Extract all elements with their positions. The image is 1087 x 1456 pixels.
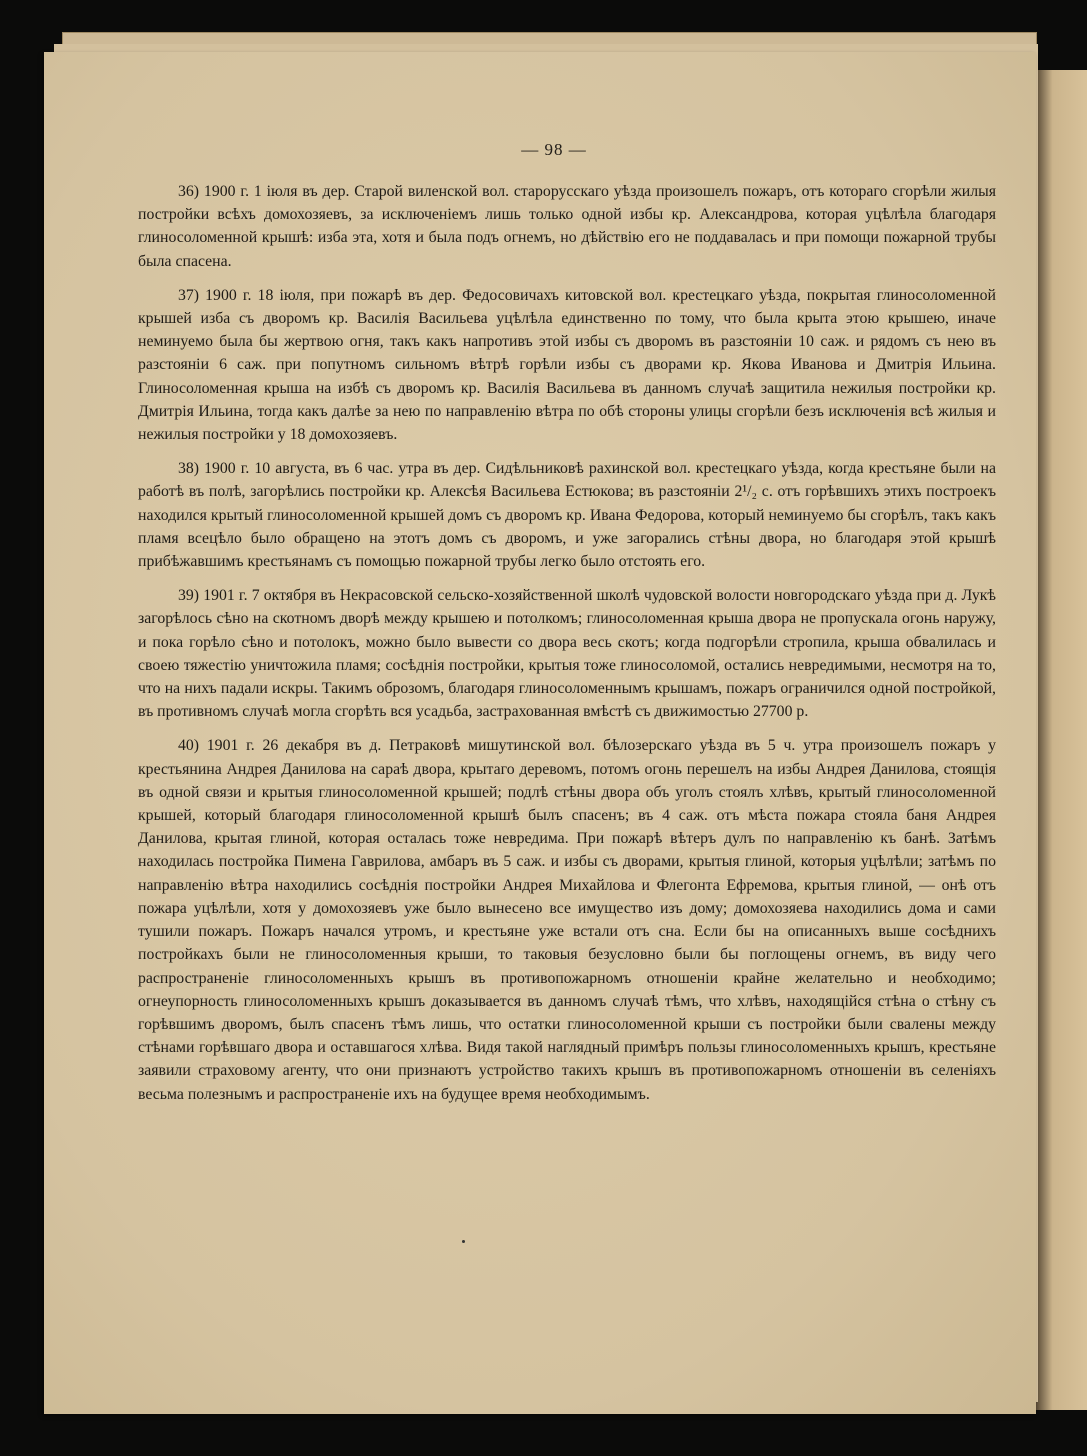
paragraph-36: 36) 1900 г. 1 іюля въ дер. Старой виленской вол. старорусскаго уѣзда произошелъ пожаръ, отъ котораго сгорѣли жилыя постройки всѣхъ домохозяевъ, за исключеніемъ лишь только одной избы кр. Александрова, которая уцѣлѣла благодаря глиносоломенной крышѣ: изба эта, хотя и была подъ огнемъ, но дѣйствію его не поддавалась и при помощи пожарной трубы была спасена. [138, 183, 996, 270]
page-body [138, 180, 996, 1117]
book-page [44, 52, 1036, 1414]
paragraph-37: 37) 1900 г. 18 іюля, при пожарѣ въ дер. Федосовичахъ китовской вол. крестецкаго уѣзда, покрытая глиносоломенной крышей изба съ дворомъ кр. Василія Васильева уцѣлѣла единственно по тому, что была крыта этою крышею, иначе неминуемо была бы жертвою огня, такъ какъ напротивъ этой избы съ дворомъ въ разстояніи 10 саж. и рядомъ съ нею въ разстояніи 6 саж. при попутномъ сильномъ вѣтрѣ горѣли избы съ дворами кр. Якова Иванова и Дмитрія Ильина. Глиносоломенная крыша на избѣ съ дворомъ кр. Василія Васильева въ данномъ случаѣ защитила нежилыя постройки кр. Дмитрія Ильина, тогда какъ далѣе за нею по направленію вѣтра по обѣ стороны улицы сгорѣли безъ исключенія всѣ жилыя и нежилыя постройки у 18 домохозяевъ. [138, 286, 996, 444]
paragraph-40: 40) 1901 г. 26 декабря въ д. Петраковѣ мишутинской вол. бѣлозерскаго уѣзда въ 5 ч. утра произошелъ пожаръ у крестьянина Андрея Данилова на сараѣ двора, крытаго деревомъ, потомъ огонь перешелъ на избы Андрея Данилова, стоящія въ одной связи и крытыя глиносоломенной крышей; подлѣ стѣны двора объ уголъ стоялъ хлѣвъ, крытый глиносоломенной крышей, который благодаря глиносоломенной крышѣ былъ спасенъ; въ 4 саж. отъ мѣста пожара стояла баня Андрея Данилова, крытая глиной, которая осталась тоже невредима. При пожарѣ вѣтеръ дулъ по направленію къ банѣ. Затѣмъ находилась постройка Пимена Гаврилова, амбаръ въ 5 саж. и избы съ дворами, крытыя глиной, которыя уцѣлѣли; затѣмъ по направленію вѣтра находились сосѣднія постройки Андрея Михайлова и Флегонта Ефремова, крытыя глиной, — онѣ отъ пожара уцѣлѣли, хотя у домохозяевъ уже было вынесено все имущество изъ дому; домохозяева находились дома и сами тушили пожаръ. Пожаръ начался утромъ, и крестьяне уже встали отъ сна. Если бы на описанныхъ выше сосѣднихъ постройкахъ были не глиносоломенныя крыши, то таковыя безусловно были бы поглощены огнемъ, въ виду чего распространеніе глиносоломенныхъ крышъ въ противопожарномъ отношеніи крайне желательно и необходимо; огнеупорность глиносоломенныхъ крышъ доказывается въ данномъ случаѣ тѣмъ, что хлѣвъ, находящійся стѣна о стѣну съ горѣвшимъ дворомъ, былъ спасенъ тѣмъ лишь, что остатки глиносоломенной крыши съ постройки были свалены между стѣнами горѣвшаго двора и оставшагося хлѣва. Видя такой наглядный примѣръ пользы глиносоломенныхъ крышъ, крестьяне заявили страховому агенту, что они признаютъ устройство такихъ крышъ въ противопожарномъ отношеніи въ селеніяхъ весьма полезнымъ и распространеніе ихъ на будущее время необходимымъ. [138, 737, 996, 1103]
paragraph-38: 38) 1900 г. 10 августа, въ 6 час. утра въ дер. Сидѣльниковѣ рахинской вол. крестецкаго уѣзда, когда крестьяне были на работѣ въ полѣ, загорѣлись постройки кр. Алексѣя Васильева Естюкова; въ разстояніи 2¹/₂ с. отъ горѣвшихъ этихъ построекъ находился крытый глиносоломенной крышей домъ съ дворомъ кр. Ивана Федорова, который неминуемо бы сгорѣлъ, такъ какъ пламя всецѣло было обращено на этотъ домъ съ дворомъ, и уже загорались стѣны двора, но благодаря этой крышѣ прибѣжавшимъ крестьянамъ съ помощью пожарной трубы легко было отстоять его. [138, 460, 996, 571]
ink-speck [462, 1240, 465, 1243]
paragraph-39: 39) 1901 г. 7 октября въ Некрасовской сельско-хозяйственной школѣ чудовской волости новгородскаго уѣзда при д. Лукѣ загорѣлось сѣно на скотномъ дворѣ между крышею и потолкомъ; глиносоломенная крыша двора не пропускала огонь наружу, и пока горѣло сѣно и потолокъ, можно было вывести со двора весь скотъ; когда подгорѣли стропила, крыша обвалилась и своею тяжестію уничтожила пламя; сосѣднія постройки, крытыя тоже глиносоломой, остались невредимыми, несмотря на то, что на нихъ падали искры. Такимъ оброзомъ, благодаря глиносоломеннымъ крышамъ, пожаръ ограничился одной постройкой, въ противномъ случаѣ могла сгорѣть вся усадьба, застрахованная вмѣстѣ съ движимостью 27700 р. [138, 587, 996, 721]
adjacent-page-edge [1034, 70, 1087, 1410]
page-number: — 98 — [521, 140, 587, 159]
